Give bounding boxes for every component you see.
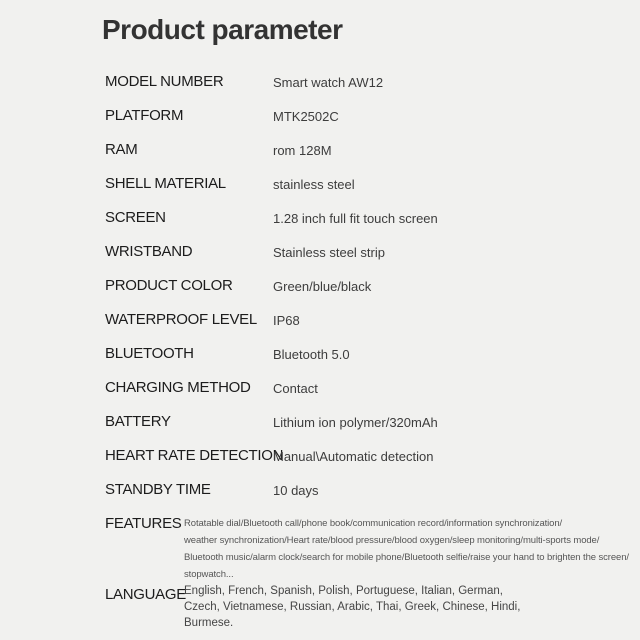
spec-row-features (105, 515, 629, 583)
features-line: weather synchronization/Heart rate/blood pressure/blood oxygen/sleep monitoring/multi-sports mode/ (184, 535, 600, 546)
features-line: Rotatable dial/Bluetooth call/phone book/communication record/information synchronization/ (184, 518, 563, 529)
spec-row-product-color (105, 277, 575, 311)
spec-label: WATERPROOF LEVEL (105, 311, 257, 328)
spec-label: FEATURES (105, 515, 182, 532)
spec-value: Smart watch AW12 (273, 75, 384, 90)
spec-label: BATTERY (105, 413, 171, 430)
spec-label: SCREEN (105, 209, 166, 226)
spec-row-heart-rate-detection (105, 447, 575, 481)
spec-label: SHELL MATERIAL (105, 175, 226, 192)
spec-label: MODEL NUMBER (105, 73, 224, 90)
spec-value: Contact (273, 381, 318, 396)
spec-label: WRISTBAND (105, 243, 193, 260)
spec-row-charging-method (105, 379, 575, 413)
spec-value: IP68 (273, 313, 300, 328)
spec-value: Green/blue/black (273, 279, 372, 294)
spec-row-standby-time (105, 481, 575, 515)
spec-value: rom 128M (273, 143, 332, 158)
spec-row-shell-material (105, 175, 575, 209)
spec-row-wristband (105, 243, 575, 277)
spec-row-ram (105, 141, 575, 175)
spec-value: Bluetooth 5.0 (273, 347, 350, 362)
spec-value: Stainless steel strip (273, 245, 385, 260)
spec-label: BLUETOOTH (105, 345, 194, 362)
features-paragraph (184, 515, 629, 583)
features-line: stopwatch... (184, 569, 234, 580)
spec-row-language (105, 583, 575, 631)
language-line: English, French, Spanish, Polish, Portuguese, Italian, German, (184, 585, 503, 597)
spec-value: Manual\Automatic detection (273, 449, 434, 464)
spec-row-model-number (105, 73, 575, 107)
spec-label: PRODUCT COLOR (105, 277, 233, 294)
spec-row-waterproof-level (105, 311, 575, 345)
spec-label: PLATFORM (105, 107, 184, 124)
spec-value: Lithium ion polymer/320mAh (273, 415, 438, 430)
spec-value: 10 days (273, 483, 319, 498)
spec-value: MTK2502C (273, 109, 339, 124)
spec-value: 1.28 inch full fit touch screen (273, 211, 438, 226)
spec-label: STANDBY TIME (105, 481, 211, 498)
spec-value: stainless steel (273, 177, 355, 192)
features-line: Bluetooth music/alarm clock/search for mobile phone/Bluetooth selfie/raise your hand to brighten the screen/ (184, 552, 629, 563)
spec-label: RAM (105, 141, 138, 158)
page-title: Product parameter (102, 14, 343, 45)
spec-row-platform (105, 107, 575, 141)
language-paragraph (184, 583, 575, 631)
spec-row-battery (105, 413, 575, 447)
spec-row-screen (105, 209, 575, 243)
spec-row-bluetooth (105, 345, 575, 379)
language-line: Czech, Vietnamese, Russian, Arabic, Thai, Greek, Chinese, Hindi, (184, 601, 521, 613)
spec-label: HEART RATE DETECTION (105, 447, 284, 464)
spec-label: CHARGING METHOD (105, 379, 251, 396)
spec-label: LANGUAGE (105, 586, 186, 603)
language-line: Burmese. (184, 617, 234, 629)
spec-table (105, 73, 629, 631)
